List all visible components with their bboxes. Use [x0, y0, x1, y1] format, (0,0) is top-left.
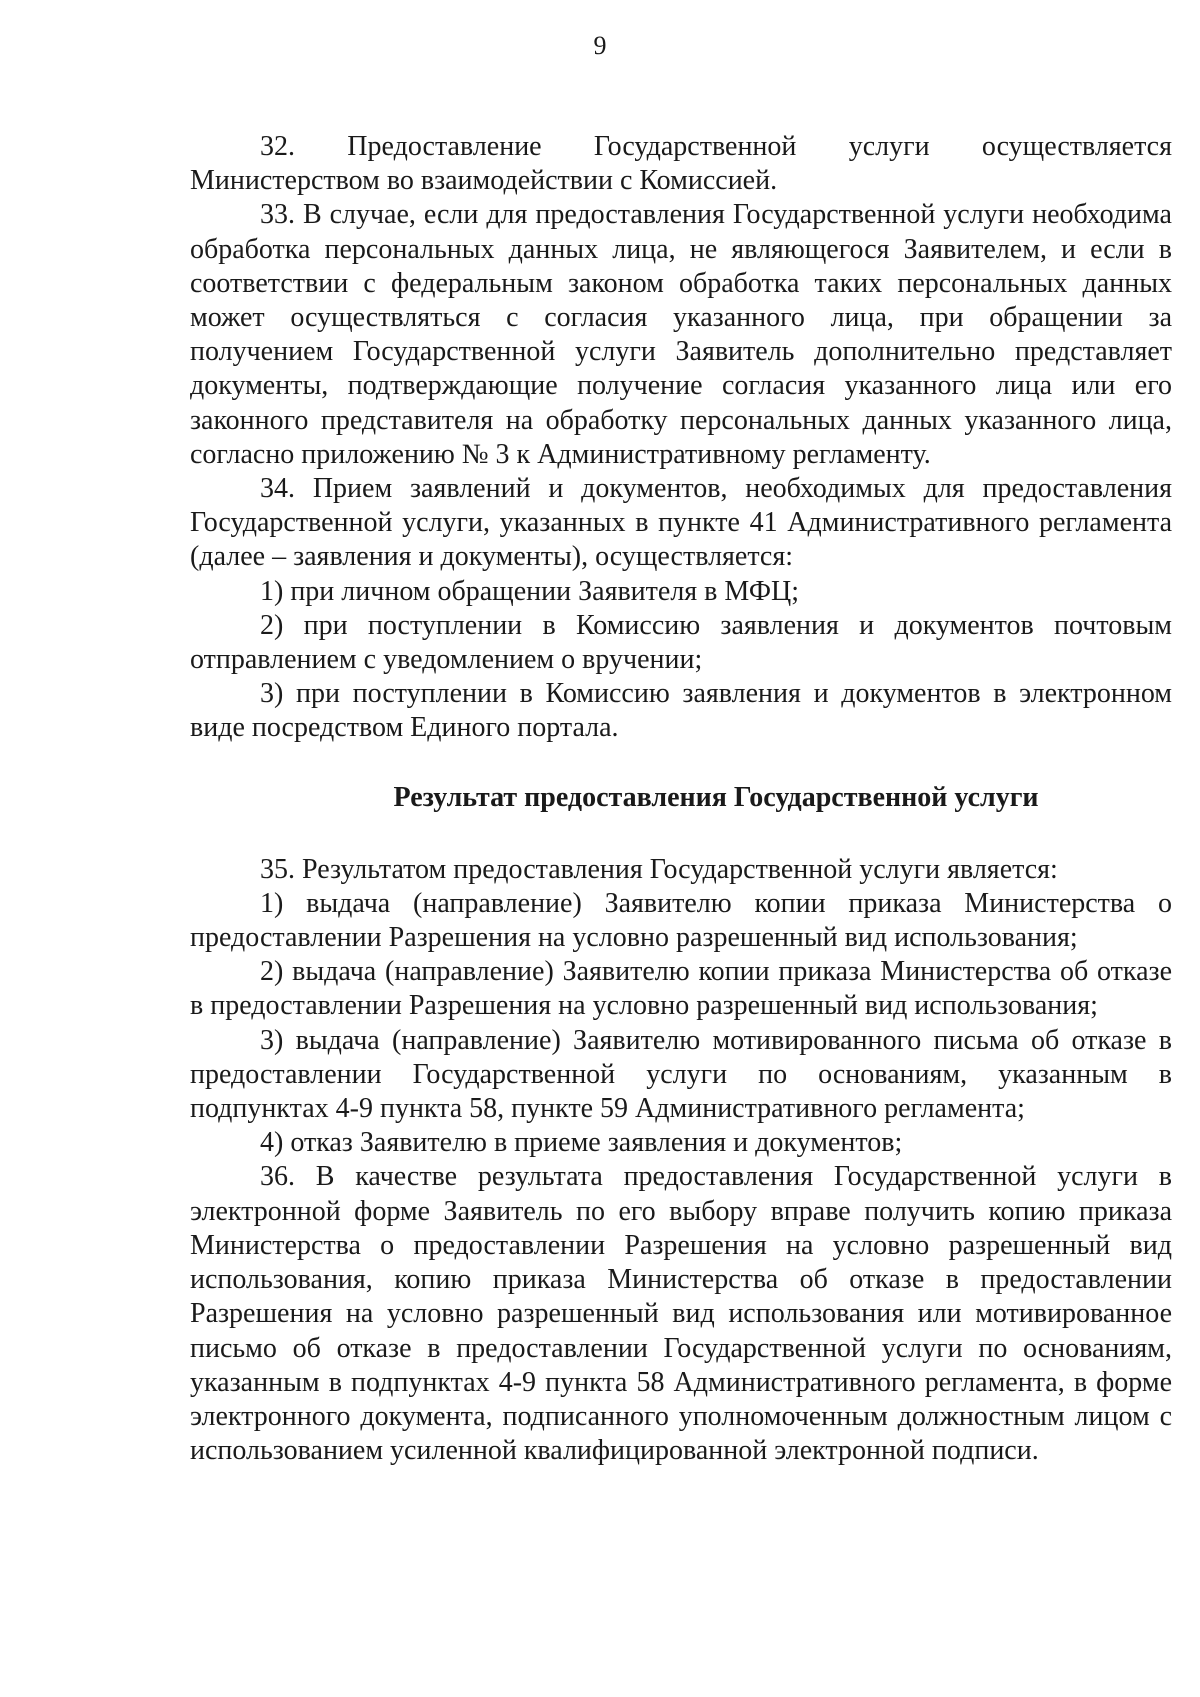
section-heading: Результат предоставления Государственной услуги	[393, 781, 1039, 813]
paragraph-35: 35. Результатом предоставления Государственной услуги является:	[260, 853, 1058, 885]
list-item-35-3: 3) выдача (направление) Заявителю мотивированного письма об отказе в предоставлении Государственной услуги по основаниям, указанным в подпунктах 4-9 пункта 58, пункте 59 Административного регламента;	[190, 1024, 1172, 1125]
document-body	[190, 130, 1172, 1468]
page-number: 9	[593, 31, 607, 60]
list-item-35-2: 2) выдача (направление) Заявителю копии приказа Министерства об отказе в предоставлении Разрешения на условно разрешенный вид использования;	[190, 956, 1172, 1022]
paragraph-34: 34. Прием заявлений и документов, необходимых для предоставления Государственной услуги, указанных в пункте 41 Административного регламента (далее – заявления и документы), осуществляется:	[190, 473, 1172, 573]
list-item-34-3: 3) при поступлении в Комиссию заявления и документов в электронном виде посредством Единого портала.	[190, 678, 1172, 744]
list-item-34-1: 1) при личном обращении Заявителя в МФЦ;	[260, 575, 800, 607]
paragraph-33: 33. В случае, если для предоставления Государственной услуги необходима обработка персональных данных лица, не являющегося Заявителем, и если в соответствии с федеральным законом обработка таких персональных данных может осуществляться с согласия указанного лица, при обращении за получением Государственной услуги Заявитель дополнительно представляет документы, подтверждающие получение согласия указанного лица или его законного представителя на обработку персональных данных указанного лица, согласно приложению № 3 к Административному регламенту.	[190, 199, 1172, 470]
list-item-35-4: 4) отказ Заявителю в приеме заявления и документов;	[260, 1127, 903, 1159]
paragraph-32: 32. Предоставление Государственной услуги осуществляется Министерством во взаимодействии с Комиссией.	[190, 131, 1172, 197]
list-item-34-2: 2) при поступлении в Комиссию заявления и документов почтовым отправлением с уведомлением о вручении;	[190, 609, 1172, 676]
list-item-35-1: 1) выдача (направление) Заявителю копии приказа Министерства о предоставлении Разрешения на условно разрешенный вид использования;	[190, 887, 1172, 954]
paragraph-36: 36. В качестве результата предоставления Государственной услуги в электронной форме Заявитель по его выбору вправе получить копию приказа Министерства о предоставлении Разрешения на условно разрешенный вид использования, копию приказа Министерства об отказе в предоставлении Разрешения на условно разрешенный вид использования или мотивированное письмо об отказе в предоставлении Государственной услуги по основаниям, указанным в подпунктах 4-9 пункта 58 Административного регламента, в форме электронного документа, подписанного уполномоченным должностным лицом с использованием усиленной квалифицированной электронной подписи.	[190, 1161, 1172, 1467]
